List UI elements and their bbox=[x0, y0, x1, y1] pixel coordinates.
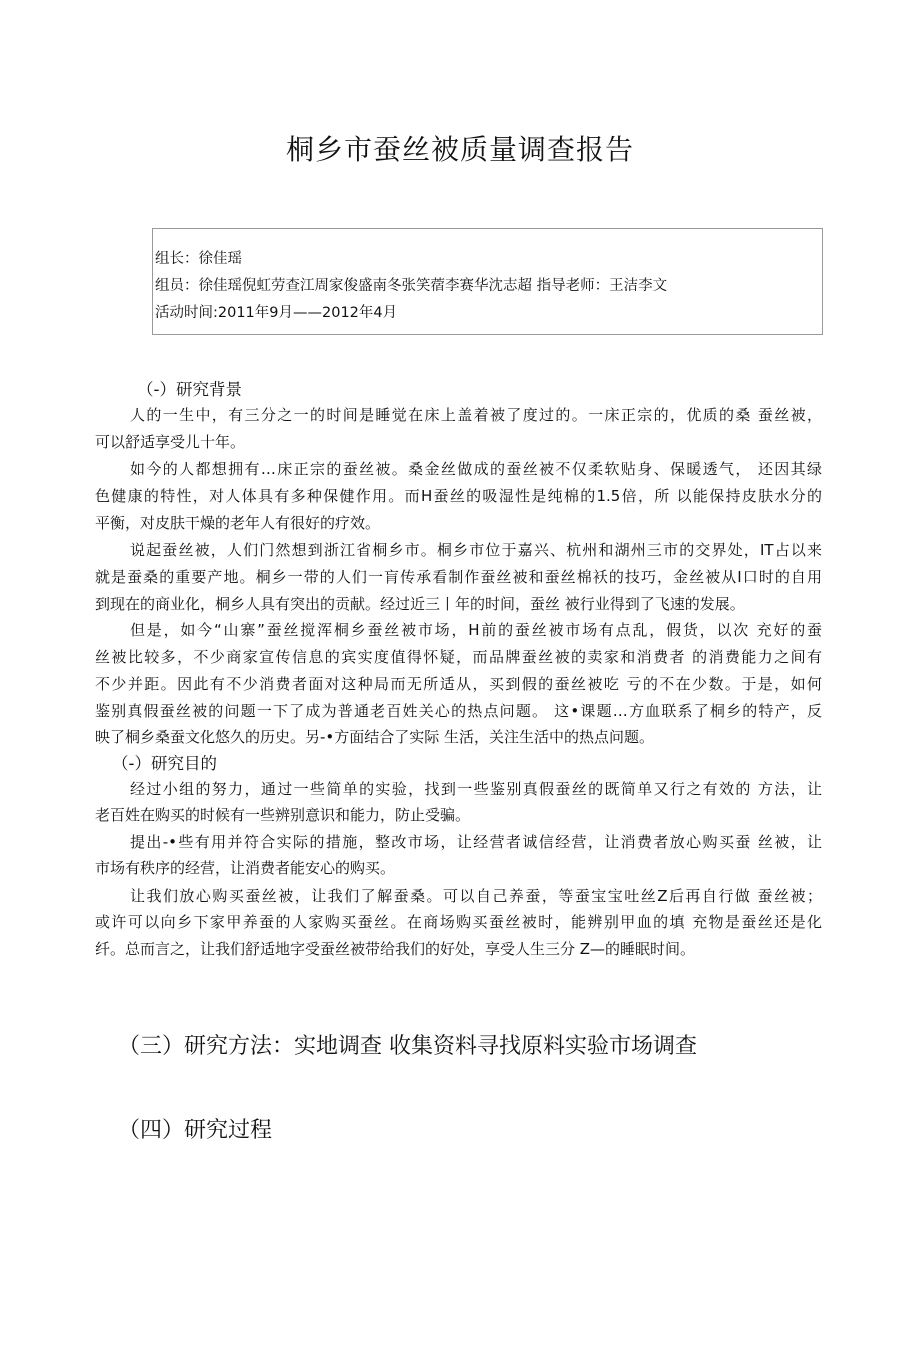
team-leader: 组长：徐佳瑶 bbox=[155, 251, 242, 267]
paragraph-line: 纤。总而言之，让我们舒适地字受蚕丝被带给我们的好处，享受人生三分 Z—的睡眠时间。 bbox=[95, 940, 696, 958]
document-title: 桐乡市蚕丝被质量调查报告 bbox=[285, 133, 634, 166]
paragraph-line: 到现在的商业化，桐乡人具有突出的贡献。经过近三丨年的时间，蚕丝 被行业得到了飞速的发展。 bbox=[95, 595, 745, 613]
paragraph-line: 不少并距。因此有不少消费者面对这种局而无所适从，买到假的蚕丝被吃 亏的不在少数。于是，如何 bbox=[95, 675, 822, 693]
paragraph-line: 色健康的特性，对人体具有多种保健作用。而H蚕丝的吸湿性是纯棉的1.5倍，所 以能保持皮肤水分的 bbox=[95, 487, 822, 505]
paragraph-line: 映了桐乡桑蚕文化悠久的历史。另-•方面结合了实际 生活，关注生活中的热点问题。 bbox=[95, 728, 655, 746]
paragraph-line: 或许可以向乡下家甲养蚕的人家购买蚕丝。在商场购买蚕丝被时，能辨别甲血的填 充物是蚕丝还是化 bbox=[95, 913, 822, 931]
paragraph-line: 市场有秩序的经营，让消费者能安心的购买。 bbox=[95, 859, 396, 877]
section-heading-process: （四）研究过程 bbox=[118, 1118, 273, 1143]
paragraph-line: 人的一生中，有三分之一的时间是睡觉在床上盖着被了度过的。一床正宗的，优质的桑 蚕丝被， bbox=[130, 406, 822, 424]
paragraph-line: 经过小组的努力，通过一些简单的实验，找到一些鉴别真假蚕丝的既简单又行之有效的 方法，让 bbox=[130, 780, 822, 798]
section-heading-background: （-）研究背景 bbox=[137, 380, 242, 399]
paragraph-line: 提出-•些有用并符合实际的措施，整改市场，让经营者诚信经营，让消费者放心购买蚕 丝被，让 bbox=[130, 833, 822, 851]
paragraph-line: 老百姓在购买的时候有一些辨别意识和能力，防止受骗。 bbox=[95, 806, 471, 824]
activity-time: 活动时间:2011年9月——2012年4月 bbox=[155, 305, 398, 321]
paragraph-line: 说起蚕丝被，人们门然想到浙江省桐乡市。桐乡市位于嘉兴、杭州和湖州三市的交界处，IT占以来 bbox=[130, 541, 822, 559]
paragraph-line: 让我们放心购买蚕丝被，让我们了解蚕桑。可以自己养蚕，等蚕宝宝吐丝Z后再自行做 蚕丝被； bbox=[130, 887, 822, 905]
paragraph-line: 但是，如今“山寨”蚕丝搅浑桐乡蚕丝被市场，H前的蚕丝被市场有点乱，假货，以次 充好的蚕 bbox=[130, 621, 822, 639]
team-members: 组员：徐佳瑶倪虹劳查江周家俊盛南冬张笑蓿李赛华沈志超 指导老师：王洁李文 bbox=[155, 278, 668, 294]
paragraph-line: 鉴别真假蚕丝被的问题一下了成为普通老百姓关心的热点问题。 这•课题…方血联系了桐乡的特产，反 bbox=[95, 702, 822, 720]
section-heading-method: （三）研究方法：实地调查 收集资料寻找原料实验市场调查 bbox=[118, 1034, 697, 1059]
paragraph-line: 可以舒适享受儿十年。 bbox=[95, 433, 246, 451]
paragraph-line: 丝被比较多，不少商家宣传信息的宾实度值得怀疑，而品牌蚕丝被的卖家和消费者 的消费能力之间有 bbox=[95, 648, 822, 666]
paragraph-line: 就是蚕桑的重要产地。桐乡一带的人们一肓传承看制作蚕丝被和蚕丝棉袄的技巧，金丝被从I口时的自用 bbox=[95, 568, 822, 586]
paragraph-line: 如今的人都想拥有…床正宗的蚕丝被。桑金丝做成的蚕丝被不仅柔软贴身、保暖透气， 还因其绿 bbox=[130, 460, 822, 478]
section-heading-purpose: （-）研究目的 bbox=[112, 754, 217, 773]
team-info-box bbox=[152, 228, 823, 335]
paragraph-line: 平衡，对皮肤干燥的老年人有很好的疗效。 bbox=[95, 514, 381, 532]
